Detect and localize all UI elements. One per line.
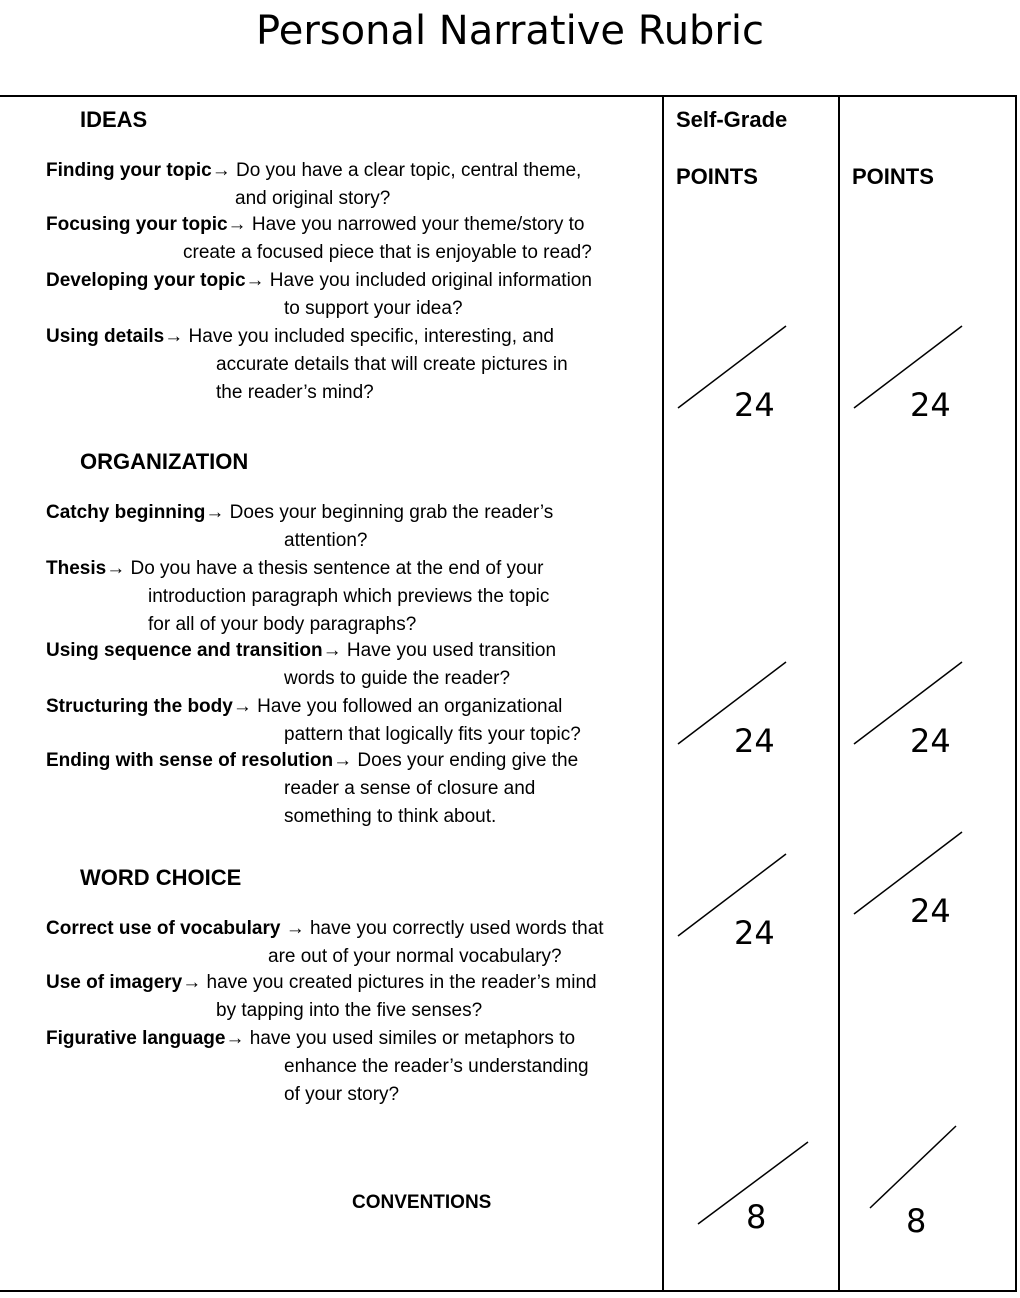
item-text: Does your beginning grab the reader’s <box>224 502 554 523</box>
rubric-item <box>46 157 646 213</box>
item-text-cont: to support your idea? <box>284 298 463 319</box>
item-text-cont: enhance the reader’s understanding <box>284 1056 589 1077</box>
section-heading-conventions: CONVENTIONS <box>352 1192 492 1213</box>
item-label: Focusing your topic→ <box>46 214 247 235</box>
item-text: Do you have a thesis sentence at the end of your <box>125 558 544 579</box>
rubric-item <box>46 1025 646 1109</box>
item-label: Finding your topic→ <box>46 160 231 181</box>
rubric-item <box>46 747 646 831</box>
rubric-item <box>46 555 646 639</box>
item-label: Thesis→ <box>46 558 126 579</box>
rubric-item <box>46 211 646 267</box>
rubric-item <box>46 693 646 749</box>
item-label: Using sequence and transition→ <box>46 640 342 661</box>
item-text-cont: words to guide the reader? <box>284 668 511 689</box>
item-text-cont: introduction paragraph which previews the topic <box>148 586 550 607</box>
item-text-cont: the reader’s mind? <box>216 382 374 403</box>
item-label: Developing your topic→ <box>46 270 265 291</box>
score-value: 24 <box>910 892 951 930</box>
score-points-organization <box>852 660 972 770</box>
score-points-word-choice <box>852 830 972 940</box>
section-heading-organization: ORGANIZATION <box>80 449 249 474</box>
points-header-self: POINTS <box>676 164 758 189</box>
item-text-cont: pattern that logically fits your topic? <box>284 724 581 745</box>
score-points-conventions <box>868 1124 988 1240</box>
item-label: Correct use of vocabulary → <box>46 918 305 939</box>
item-text: have you used similes or metaphors to <box>244 1028 576 1049</box>
score-self-word-choice <box>676 852 796 962</box>
item-text-cont: accurate details that will create pictures in <box>216 354 568 375</box>
item-label: Structuring the body→ <box>46 696 252 717</box>
rubric-item <box>46 323 646 407</box>
item-label: Catchy beginning→ <box>46 502 225 523</box>
score-value: 24 <box>734 722 775 760</box>
item-text-cont: attention? <box>284 530 368 551</box>
item-text: have you created pictures in the reader’s mind <box>201 972 597 993</box>
score-value: 24 <box>734 386 775 424</box>
item-text: Have you followed an organizational <box>251 696 563 717</box>
item-text: Does your ending give the <box>352 750 579 771</box>
rubric-item <box>46 499 646 555</box>
item-text: Have you narrowed your theme/story to <box>246 214 585 235</box>
item-text: Do you have a clear topic, central theme, <box>230 160 582 181</box>
item-label: Ending with sense of resolution→ <box>46 750 353 771</box>
score-self-organization <box>676 660 796 770</box>
rubric-item <box>46 637 646 693</box>
score-self-ideas <box>676 324 796 434</box>
item-text-cont: something to think about. <box>284 806 497 827</box>
section-heading-word-choice: WORD CHOICE <box>80 865 242 890</box>
score-self-conventions <box>696 1140 816 1250</box>
item-text: Have you included original information <box>264 270 592 291</box>
item-label: Figurative language→ <box>46 1028 245 1049</box>
column-divider <box>662 95 664 1292</box>
score-value: 8 <box>746 1198 767 1236</box>
rubric-item <box>46 969 646 1025</box>
score-value: 24 <box>910 386 951 424</box>
item-label: Use of imagery→ <box>46 972 202 993</box>
score-value: 24 <box>910 722 951 760</box>
rubric-item <box>46 267 646 323</box>
item-text: have you correctly used words that <box>304 918 604 939</box>
page-title: Personal Narrative Rubric <box>256 8 764 54</box>
item-text-cont: by tapping into the five senses? <box>216 1000 483 1021</box>
score-value: 8 <box>906 1202 927 1240</box>
item-text: Have you included specific, interesting, and <box>183 326 554 347</box>
item-text-cont: of your story? <box>284 1084 400 1105</box>
item-text-cont: for all of your body paragraphs? <box>148 614 417 635</box>
rubric-item <box>46 915 656 971</box>
item-text-cont: create a focused piece that is enjoyable to read? <box>183 242 592 263</box>
item-text-cont: are out of your normal vocabulary? <box>268 946 562 967</box>
item-text-cont: reader a sense of closure and <box>284 778 536 799</box>
column-divider <box>838 95 840 1292</box>
item-text-cont: and original story? <box>235 188 391 209</box>
self-grade-header: Self-Grade <box>676 107 788 132</box>
score-points-ideas <box>852 324 972 434</box>
section-heading-ideas: IDEAS <box>80 107 148 132</box>
points-header-teacher: POINTS <box>852 164 934 189</box>
item-text: Have you used transition <box>341 640 557 661</box>
score-value: 24 <box>734 914 775 952</box>
item-label: Using details→ <box>46 326 184 347</box>
